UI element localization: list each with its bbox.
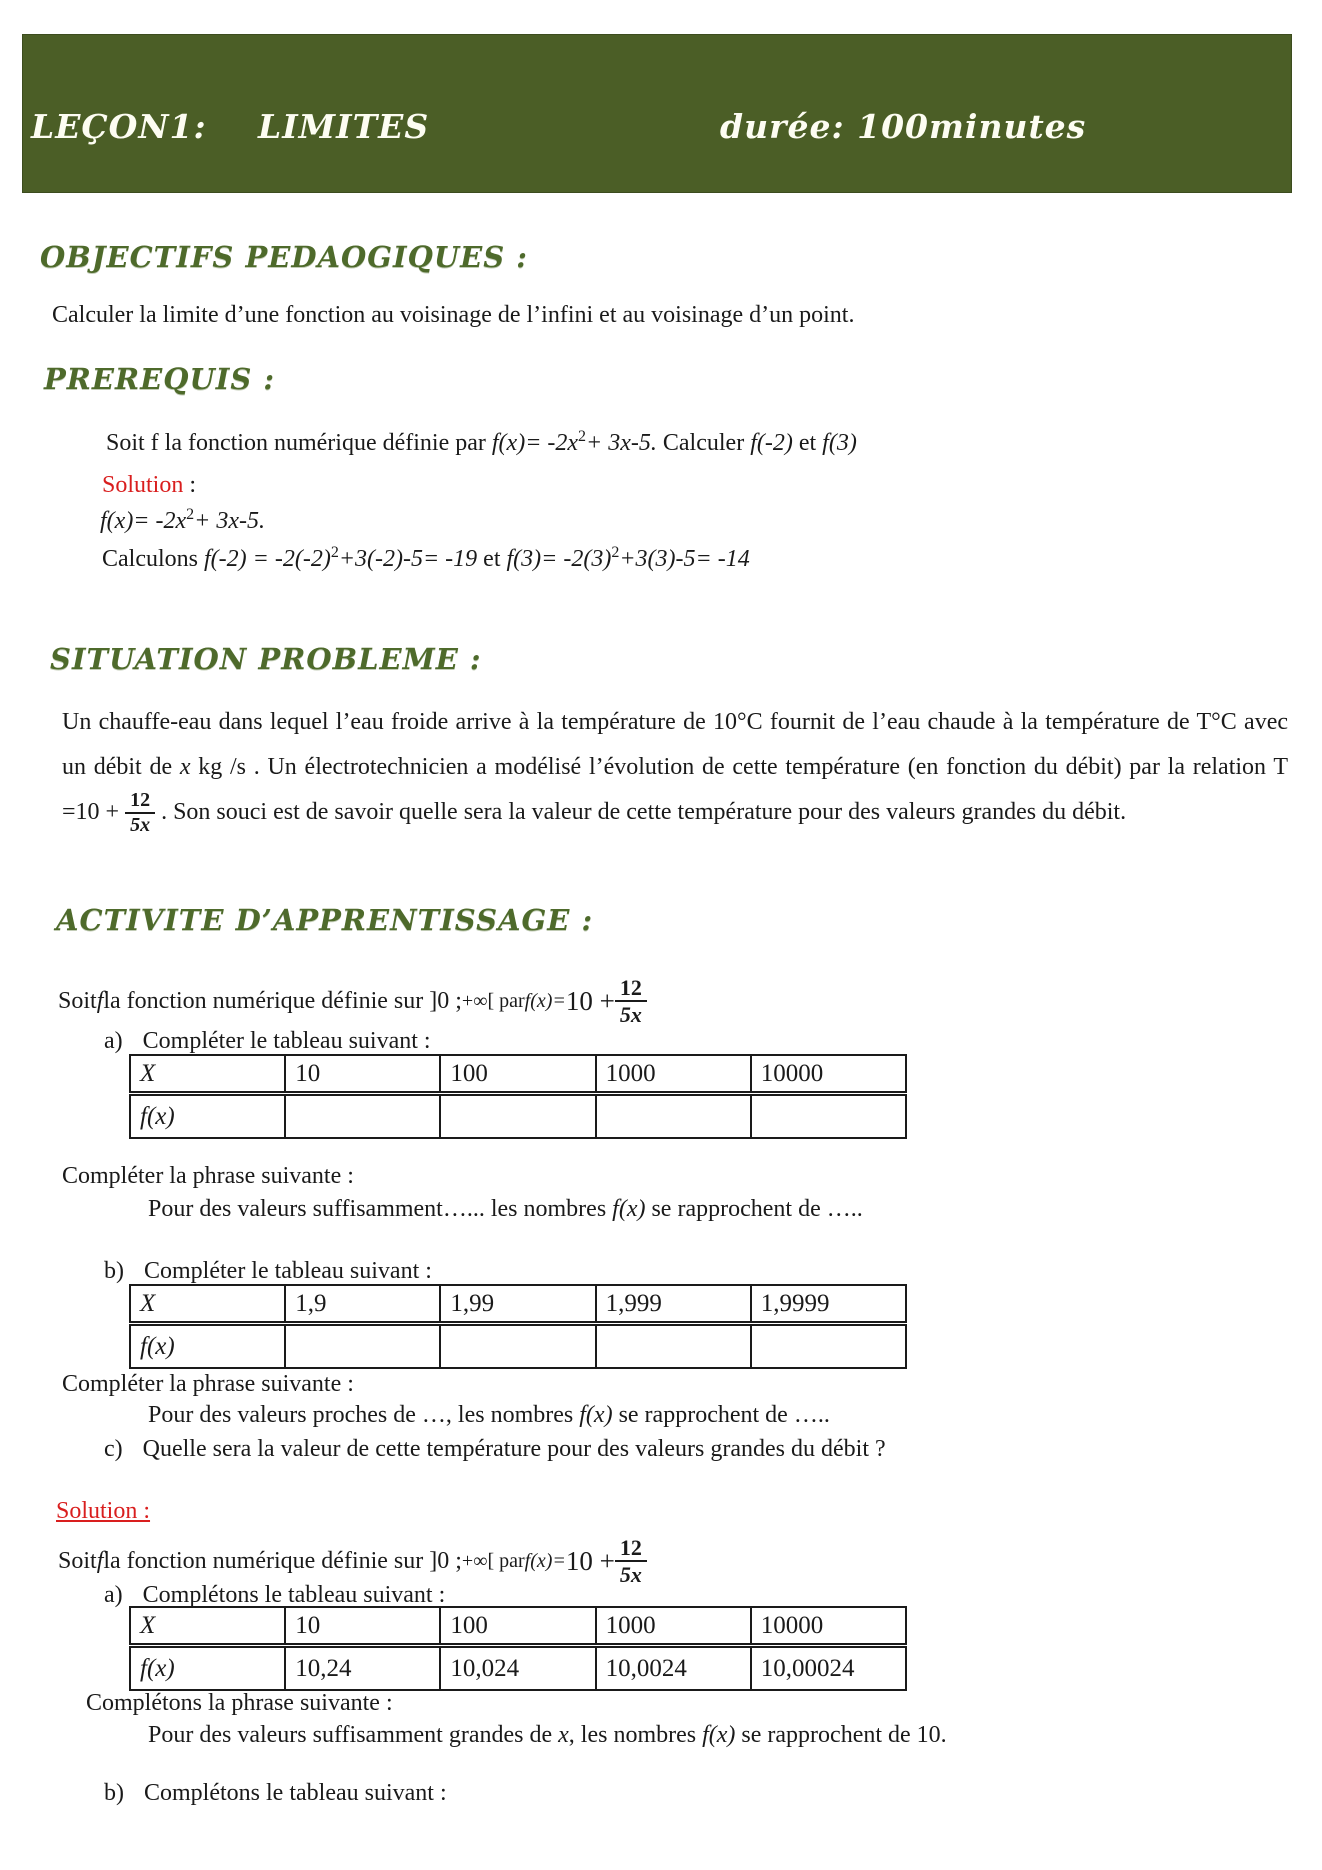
table-cell: f(x) xyxy=(130,1324,285,1369)
table-cell: 1000 xyxy=(596,1055,751,1094)
table-cell: X xyxy=(130,1607,285,1646)
table-cell: 1,999 xyxy=(596,1285,751,1324)
lesson-title: LIMITES xyxy=(258,107,430,146)
section-heading-activite: ACTIVITE D’APPRENTISSAGE : xyxy=(56,903,594,937)
math-ten-plus: 10 + xyxy=(565,1545,615,1576)
table-cell: 10,024 xyxy=(440,1646,595,1691)
table-cell xyxy=(751,1324,906,1369)
soit-text: la fonction numérique définie sur ]0 ; xyxy=(103,987,462,1014)
table-row xyxy=(130,1055,906,1094)
phrase-text xyxy=(148,1402,830,1429)
table-cell xyxy=(751,1094,906,1139)
phrase-text xyxy=(148,1196,863,1223)
table-cell: X xyxy=(130,1285,285,1324)
lesson-label: LEÇON1: xyxy=(31,107,207,146)
math-ten-plus: 10 + xyxy=(565,985,615,1016)
table-cell: 100 xyxy=(440,1055,595,1094)
table-row xyxy=(130,1607,906,1646)
item-text: Compléter le tableau suivant : xyxy=(144,1258,432,1284)
phrase-pre: Pour des valeurs suffisamment…... les nombres xyxy=(148,1196,613,1222)
math-f: f xyxy=(96,987,104,1014)
fraction-denominator: 5x xyxy=(619,1002,642,1027)
fraction-numerator: 12 xyxy=(615,976,647,1002)
table-activity-a xyxy=(129,1054,907,1139)
item-label: b) xyxy=(104,1780,124,1806)
interval-text: +∞[ par xyxy=(461,1549,525,1572)
exponent: 2 xyxy=(611,544,620,561)
phrase-prompt: Compléter la phrase suivante : xyxy=(62,1371,354,1397)
section-heading-situation: SITUATION PROBLEME : xyxy=(50,642,482,676)
table-row xyxy=(130,1324,906,1369)
math-x: x xyxy=(558,1722,569,1748)
calculation-line xyxy=(102,546,750,573)
table-cell: 100 xyxy=(440,1607,595,1646)
table-cell: 1000 xyxy=(596,1607,751,1646)
list-item-c xyxy=(104,1436,886,1463)
table-cell xyxy=(285,1094,440,1139)
table-cell: f(x) xyxy=(130,1094,285,1139)
exponent: 2 xyxy=(330,544,339,561)
table-cell: f(x) xyxy=(130,1646,285,1691)
exponent: 2 xyxy=(578,428,587,445)
fraction-numerator: 12 xyxy=(125,790,155,814)
item-text: Quelle sera la valeur de cette température pour des valeurs grandes du débit ? xyxy=(142,1436,886,1462)
situation-text-1: Un chauffe-eau dans lequel l’eau froide arrive à la température de 10°C fournit de l’eau chaude à la température de T°C avec un débit de xyxy=(62,709,1288,780)
table-cell xyxy=(440,1094,595,1139)
function-definition xyxy=(100,508,265,535)
math-fx: f(x) xyxy=(612,1196,646,1222)
phrase-pre: Pour des valeurs proches de …, les nombres xyxy=(148,1402,580,1428)
phrase-post: se rapprochent de 10. xyxy=(735,1722,947,1748)
table-cell: 1,9999 xyxy=(751,1285,906,1324)
table-activity-b xyxy=(129,1284,907,1369)
phrase-pre: Pour des valeurs suffisamment grandes de xyxy=(148,1722,559,1748)
calc-result-2: +3(3)-5= -14 xyxy=(619,546,750,572)
interval-text: +∞[ par xyxy=(461,989,525,1012)
table-cell: 1,99 xyxy=(440,1285,595,1324)
list-item-a xyxy=(104,1028,431,1055)
solution-label-prerequis xyxy=(102,472,196,499)
calc-f-3: f(3)= -2(3) xyxy=(506,546,612,572)
math-f-neg2: f(-2) xyxy=(750,430,793,456)
fraction xyxy=(615,1536,647,1586)
fraction xyxy=(615,976,647,1026)
exercise-intro: Soit f la fonction numérique définie par xyxy=(106,430,492,456)
math-f-3: f(3) xyxy=(822,430,857,456)
table-cell: 10 xyxy=(285,1607,440,1646)
situation-text-2: kg /s . Un électrotechnicien a modélisé l’évolution de cette température (en fonction du débit) par la relation T =10 + xyxy=(62,754,1289,825)
calc-et: et xyxy=(477,546,507,572)
header-banner xyxy=(22,34,1292,193)
phrase-post: se rapprochent de ….. xyxy=(645,1196,863,1222)
table-row xyxy=(130,1646,906,1691)
situation-text-3: . Son souci est de savoir quelle sera la valeur de cette température pour des valeurs grandes du débit. xyxy=(155,799,1127,825)
soit-word: Soit xyxy=(58,1547,97,1574)
soit-word: Soit xyxy=(58,987,97,1014)
phrase-post: se rapprochent de ….. xyxy=(612,1402,830,1428)
objectifs-text: Calculer la limite d’une fonction au voisinage de l’infini et au voisinage d’un point. xyxy=(52,302,855,328)
item-label: c) xyxy=(104,1436,123,1462)
item-text: Complétons le tableau suivant : xyxy=(142,1582,446,1608)
fraction-denominator: 5x xyxy=(619,1562,642,1587)
fraction-numerator: 12 xyxy=(615,1536,647,1562)
duration-label: durée: 100minutes xyxy=(720,107,1087,146)
phrase-prompt: Compléter la phrase suivante : xyxy=(62,1163,354,1189)
math-x: x xyxy=(179,754,191,780)
situation-paragraph xyxy=(62,700,1288,836)
item-text: Complétons le tableau suivant : xyxy=(144,1780,447,1806)
math-fx-def: f(x)= -2x xyxy=(100,508,187,534)
item-label: a) xyxy=(104,1028,123,1054)
exercise-et: et xyxy=(792,430,823,456)
table-cell: 10000 xyxy=(751,1607,906,1646)
table-cell: 10000 xyxy=(751,1055,906,1094)
table-solution-a xyxy=(129,1606,907,1691)
fraction-denominator: 5x xyxy=(130,814,151,837)
exercise-mid: Calculer xyxy=(656,430,751,456)
table-cell xyxy=(285,1324,440,1369)
math-fx: f(x)= -2x xyxy=(491,430,579,456)
list-item-a-solution xyxy=(104,1582,445,1609)
table-cell: 10,24 xyxy=(285,1646,440,1691)
fraction xyxy=(125,790,155,836)
calc-result-1: +3(-2)-5= -19 xyxy=(338,546,478,572)
table-cell xyxy=(596,1324,751,1369)
table-cell: 1,9 xyxy=(285,1285,440,1324)
solution-word: Solution xyxy=(102,472,184,498)
table-row xyxy=(130,1285,906,1324)
item-text: Compléter le tableau suivant : xyxy=(142,1028,431,1054)
section-heading-objectifs: OBJECTIFS PEDAOGIQUES : xyxy=(40,240,529,274)
prerequis-exercise xyxy=(106,430,857,457)
math-fx: f(x) xyxy=(702,1722,736,1748)
phrase-prompt: Complétons la phrase suivante : xyxy=(86,1690,393,1716)
phrase-mid: , les nombres xyxy=(568,1722,703,1748)
math-fx: f(x) xyxy=(579,1402,613,1428)
math-fx-rest: + 3x-5. xyxy=(194,508,265,534)
table-cell: 10,00024 xyxy=(751,1646,906,1691)
calc-word: Calculons xyxy=(102,546,204,572)
math-poly: + 3x-5. xyxy=(586,430,657,456)
soit-text: la fonction numérique définie sur ]0 ; xyxy=(103,1547,462,1574)
math-fx: f(x)= xyxy=(524,989,566,1012)
calc-f-neg2: f(-2) = -2(-2) xyxy=(204,546,331,572)
math-f: f xyxy=(96,1547,104,1574)
list-item-b xyxy=(104,1258,432,1285)
phrase-text-solution xyxy=(148,1722,947,1749)
table-cell: 10,0024 xyxy=(596,1646,751,1691)
table-cell xyxy=(596,1094,751,1139)
item-label: b) xyxy=(104,1258,124,1284)
exponent: 2 xyxy=(186,506,195,523)
table-cell: 10 xyxy=(285,1055,440,1094)
section-heading-prerequis: PREREQUIS : xyxy=(44,362,276,396)
table-cell: X xyxy=(130,1055,285,1094)
table-cell xyxy=(440,1324,595,1369)
item-label: a) xyxy=(104,1582,123,1608)
math-fx: f(x)= xyxy=(524,1549,566,1572)
solution-heading: Solution : xyxy=(56,1498,151,1524)
solution-colon: : xyxy=(183,472,197,498)
list-item-b-solution xyxy=(104,1780,447,1807)
table-row xyxy=(130,1094,906,1139)
